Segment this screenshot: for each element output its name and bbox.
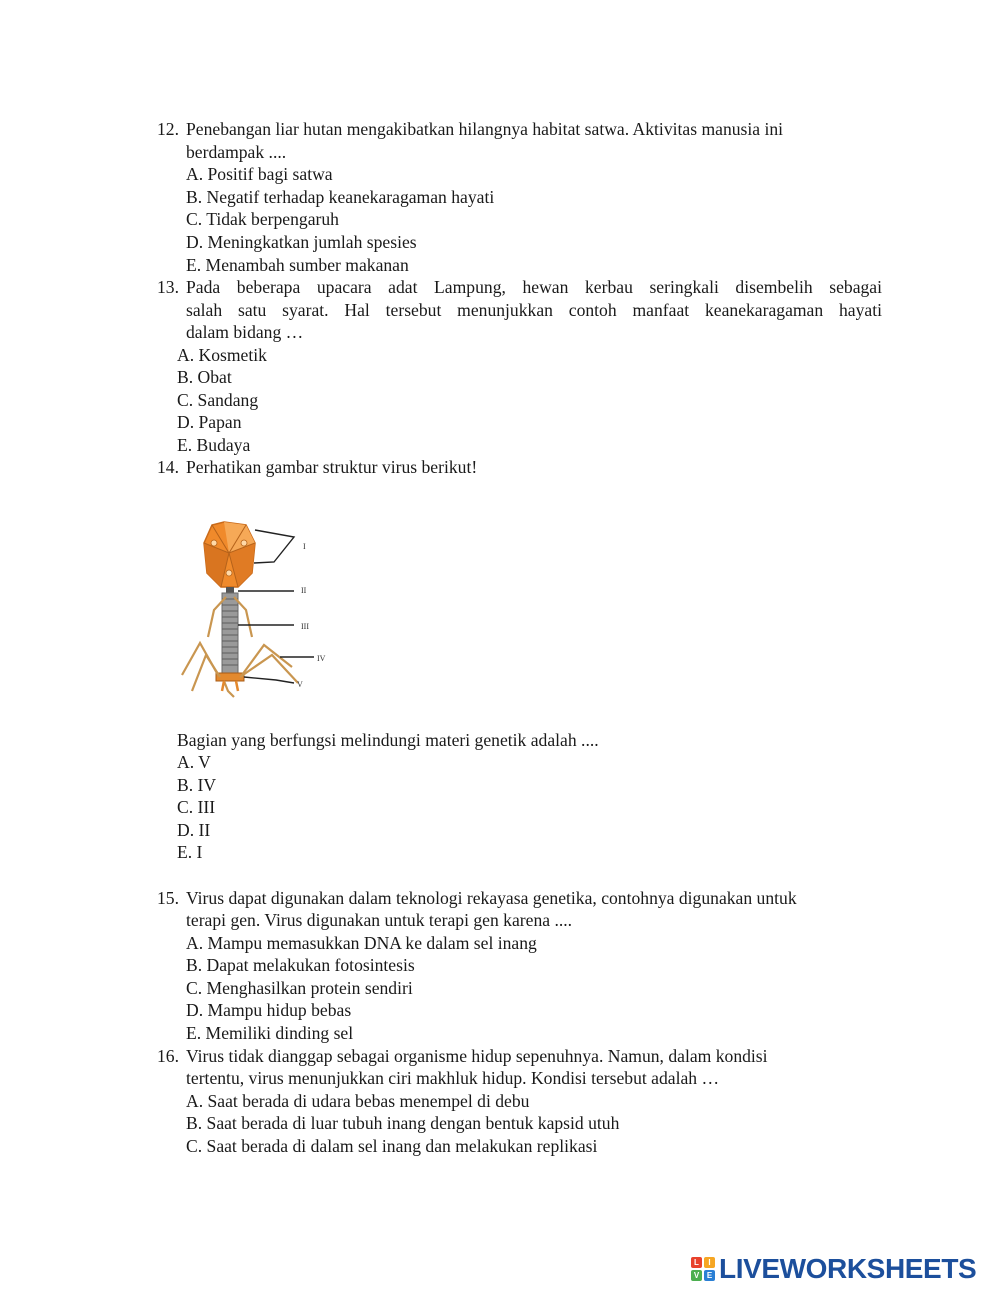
answer-option-e[interactable]: E. Memiliki dinding sel: [186, 1023, 354, 1043]
logo-text: LIVEWORKSHEETS: [719, 1253, 977, 1284]
base-plate: [216, 673, 244, 681]
diagram-label-ii: II: [301, 586, 307, 595]
answer-option-b[interactable]: B. IV: [177, 775, 217, 795]
answer-option-b[interactable]: B. Saat berada di luar tubuh inang dengan bentuk kapsid utuh: [186, 1113, 620, 1133]
question-stem-line: salah satu syarat. Hal tersebut menunjukkan contoh manfaat keanekaragaman hayati: [186, 300, 882, 320]
answer-option-c[interactable]: C. Tidak berpengaruh: [186, 209, 339, 229]
answer-option-d[interactable]: D. Meningkatkan jumlah spesies: [186, 232, 417, 252]
diagram-label-iv: IV: [317, 654, 326, 663]
question-stem-line: Perhatikan gambar struktur virus berikut!: [186, 457, 478, 477]
tail-fibers: [182, 643, 298, 697]
logo-tile: I: [704, 1257, 715, 1268]
logo-tile: E: [704, 1270, 715, 1281]
virus-structure-diagram: [176, 515, 336, 700]
logo-tiles-icon: [691, 1257, 715, 1281]
answer-option-e[interactable]: E. Menambah sumber makanan: [186, 255, 409, 275]
diagram-label-v: V: [297, 680, 303, 689]
answer-option-a[interactable]: A. Positif bagi satwa: [186, 164, 333, 184]
answer-option-e[interactable]: E. I: [177, 842, 203, 862]
answer-option-d[interactable]: D. Mampu hidup bebas: [186, 1000, 352, 1020]
question-stem-line: berdampak ....: [186, 142, 287, 162]
question-stem-line: Virus tidak dianggap sebagai organisme hidup sepenuhnya. Namun, dalam kondisi: [186, 1046, 768, 1066]
answer-option-c[interactable]: C. Menghasilkan protein sendiri: [186, 978, 413, 998]
answer-option-b[interactable]: B. Dapat melakukan fotosintesis: [186, 955, 415, 975]
diagram-label-i: I: [303, 542, 306, 551]
question-stem-line: Pada beberapa upacara adat Lampung, hewan kerbau seringkali disembelih sebagai: [186, 277, 882, 297]
capsid-vertex: [211, 540, 217, 546]
question-number: 16.: [157, 1046, 179, 1066]
answer-option-e[interactable]: E. Budaya: [177, 435, 251, 455]
answer-option-b[interactable]: B. Obat: [177, 367, 232, 387]
liveworksheets-logo: [691, 1253, 976, 1285]
answer-option-d[interactable]: D. II: [177, 820, 211, 840]
answer-option-c[interactable]: C. Sandang: [177, 390, 259, 410]
question-number: 15.: [157, 888, 179, 908]
question-stem-line: Virus dapat digunakan dalam teknologi rekayasa genetika, contohnya digunakan untuk: [186, 888, 797, 908]
question-stem-line: tertentu, virus menunjukkan ciri makhluk hidup. Kondisi tersebut adalah …: [186, 1068, 720, 1088]
question-number: 13.: [157, 277, 179, 297]
answer-option-a[interactable]: A. Saat berada di udara bebas menempel di debu: [186, 1091, 530, 1111]
answer-option-a[interactable]: A. Kosmetik: [177, 345, 267, 365]
question-number: 14.: [157, 457, 179, 477]
question-stem-line: dalam bidang …: [186, 322, 304, 342]
answer-option-b[interactable]: B. Negatif terhadap keanekaragaman hayati: [186, 187, 495, 207]
answer-option-d[interactable]: D. Papan: [177, 412, 242, 432]
answer-option-c[interactable]: C. III: [177, 797, 216, 817]
logo-tile: V: [691, 1270, 702, 1281]
capsid-vertex: [226, 570, 232, 576]
question-number: 12.: [157, 119, 179, 139]
virus-collar: [226, 587, 234, 593]
question-prompt: Bagian yang berfungsi melindungi materi genetik adalah ....: [177, 730, 599, 750]
answer-option-a[interactable]: A. Mampu memasukkan DNA ke dalam sel inang: [186, 933, 537, 953]
question-stem-line: terapi gen. Virus digunakan untuk terapi gen karena ....: [186, 910, 573, 930]
question-stem-line: Penebangan liar hutan mengakibatkan hilangnya habitat satwa. Aktivitas manusia ini: [186, 119, 784, 139]
logo-tile: L: [691, 1257, 702, 1268]
diagram-label-iii: III: [301, 622, 309, 631]
answer-option-a[interactable]: A. V: [177, 752, 211, 772]
answer-option-c[interactable]: C. Saat berada di dalam sel inang dan melakukan replikasi: [186, 1136, 598, 1156]
tail-pins: [222, 681, 238, 691]
capsid-vertex: [241, 540, 247, 546]
